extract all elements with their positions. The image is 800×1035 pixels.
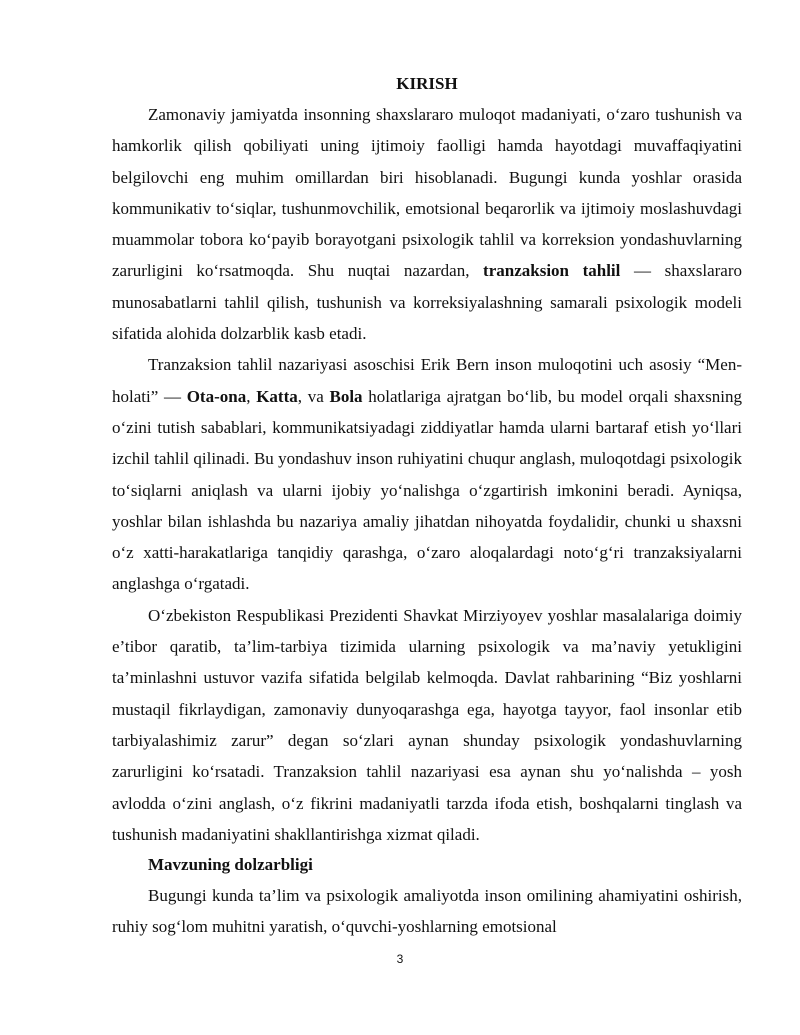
paragraph-relevance: Bugungi kunda ta’lim va psixologik amaliyotda inson omilining ahamiyatini oshirish, ruhiy sog‘lom muhitni yaratish, o‘quvchi-yoshlarning emotsional bbox=[112, 886, 742, 937]
paragraph-intro bbox=[112, 99, 742, 349]
term-parent: Ota-ona bbox=[186, 386, 247, 406]
term-child: Bola bbox=[329, 386, 363, 406]
document-page bbox=[112, 68, 742, 943]
page-number: 3 bbox=[396, 952, 404, 966]
separator-2: , va bbox=[297, 386, 330, 406]
separator-1: , bbox=[246, 386, 257, 406]
paragraph-berne-text-start: Tranzaksion tahlil nazariyasi asoschisi Erik Bern inson muloqotini uch asosiy “Men-holati” — bbox=[112, 355, 742, 406]
paragraph-berne-theory bbox=[112, 349, 742, 599]
paragraph-president-quote: O‘zbekiston Respublikasi Prezidenti Shavkat Mirziyoyev yoshlar masalalariga doimiy e’tibor qaratib, ta’lim-tarbiya tizimida ularning psixologik va ma’naviy yetukligini ta’minlashni ustuvor vazifa sifatida belgilab kelmoqda. Davlat rahbarining “Biz yoshlarni mustaqil fikrlaydigan, zamonaviy dunyoqarashga ega, hayotga tayyor, faol insonlar etib tarbiyalashimiz zarur” degan so‘zlari aynan shunday psixologik yondashuvlarning zarurligini ko‘rsatadi. Tranzaksion tahlil nazariyasi esa aynan shu yo‘nalishda – yosh avlodda o‘zini anglash, o‘z fikrini madaniyatli tarzda ifoda etish, boshqalarni tinglash va tushunish madaniyatini shakllantirishga xizmat qiladi. bbox=[112, 605, 742, 844]
subsection-heading: Mavzuning dolzarbligi bbox=[148, 855, 313, 875]
section-heading: KIRISH bbox=[396, 74, 458, 93]
paragraph-intro-text-end: — shaxslararo munosabatlarni tahlil qilish, tushunish va korreksiyalashning samarali psixologik modeli sifatida alohida dolzarblik kasb etadi. bbox=[112, 261, 742, 344]
paragraph-berne-text-end: holatlariga ajratgan bo‘lib, bu model orqali shaxsning o‘zini tutish sabablari, kommunikatsiyadagi ziddiyatlar hamda ularni bartaraf etish yo‘llari izchil tahlil qilinadi. Bu yondashuv inson ruhiyatini chuqur anglash, muloqotdagi psixologik to‘siqlarni aniqlash va ularni ijobiy yo‘nalishga o‘zgartirish imkonini beradi. Ayniqsa, yoshlar bilan ishlashda bu nazariya amaliy jihatdan nihoyatda foydalidir, chunki u shaxsni o‘z xatti-harakatlariga tanqidiy qarashga, o‘zaro aloqalardagi noto‘g‘ri tranzaksiyalarni anglashga o‘rgatadi. bbox=[112, 386, 743, 594]
paragraph-intro-text-start: Zamonaviy jamiyatda insonning shaxslararo muloqot madaniyati, o‘zaro tushunish va hamkorlik qilish qobiliyati uning ijtimoiy faolligi hamda hayotdagi muvaffaqiyatini belgilovchi eng muhim omillardan biri hisoblanadi. Bugungi kunda yoshlar orasida kommunikativ to‘siqlar, tushunmovchilik, emotsional beqarorlik va ijtimoiy moslashuvdagi muammolar tobora ko‘payib borayotgani psixologik tahlil va korreksion yondashuvlarning zarurligini ko‘rsatmoqda. Shu nuqtai nazardan, bbox=[112, 105, 742, 281]
term-adult: Katta bbox=[256, 386, 298, 406]
term-transactional-analysis: tranzaksion tahlil bbox=[483, 261, 621, 281]
